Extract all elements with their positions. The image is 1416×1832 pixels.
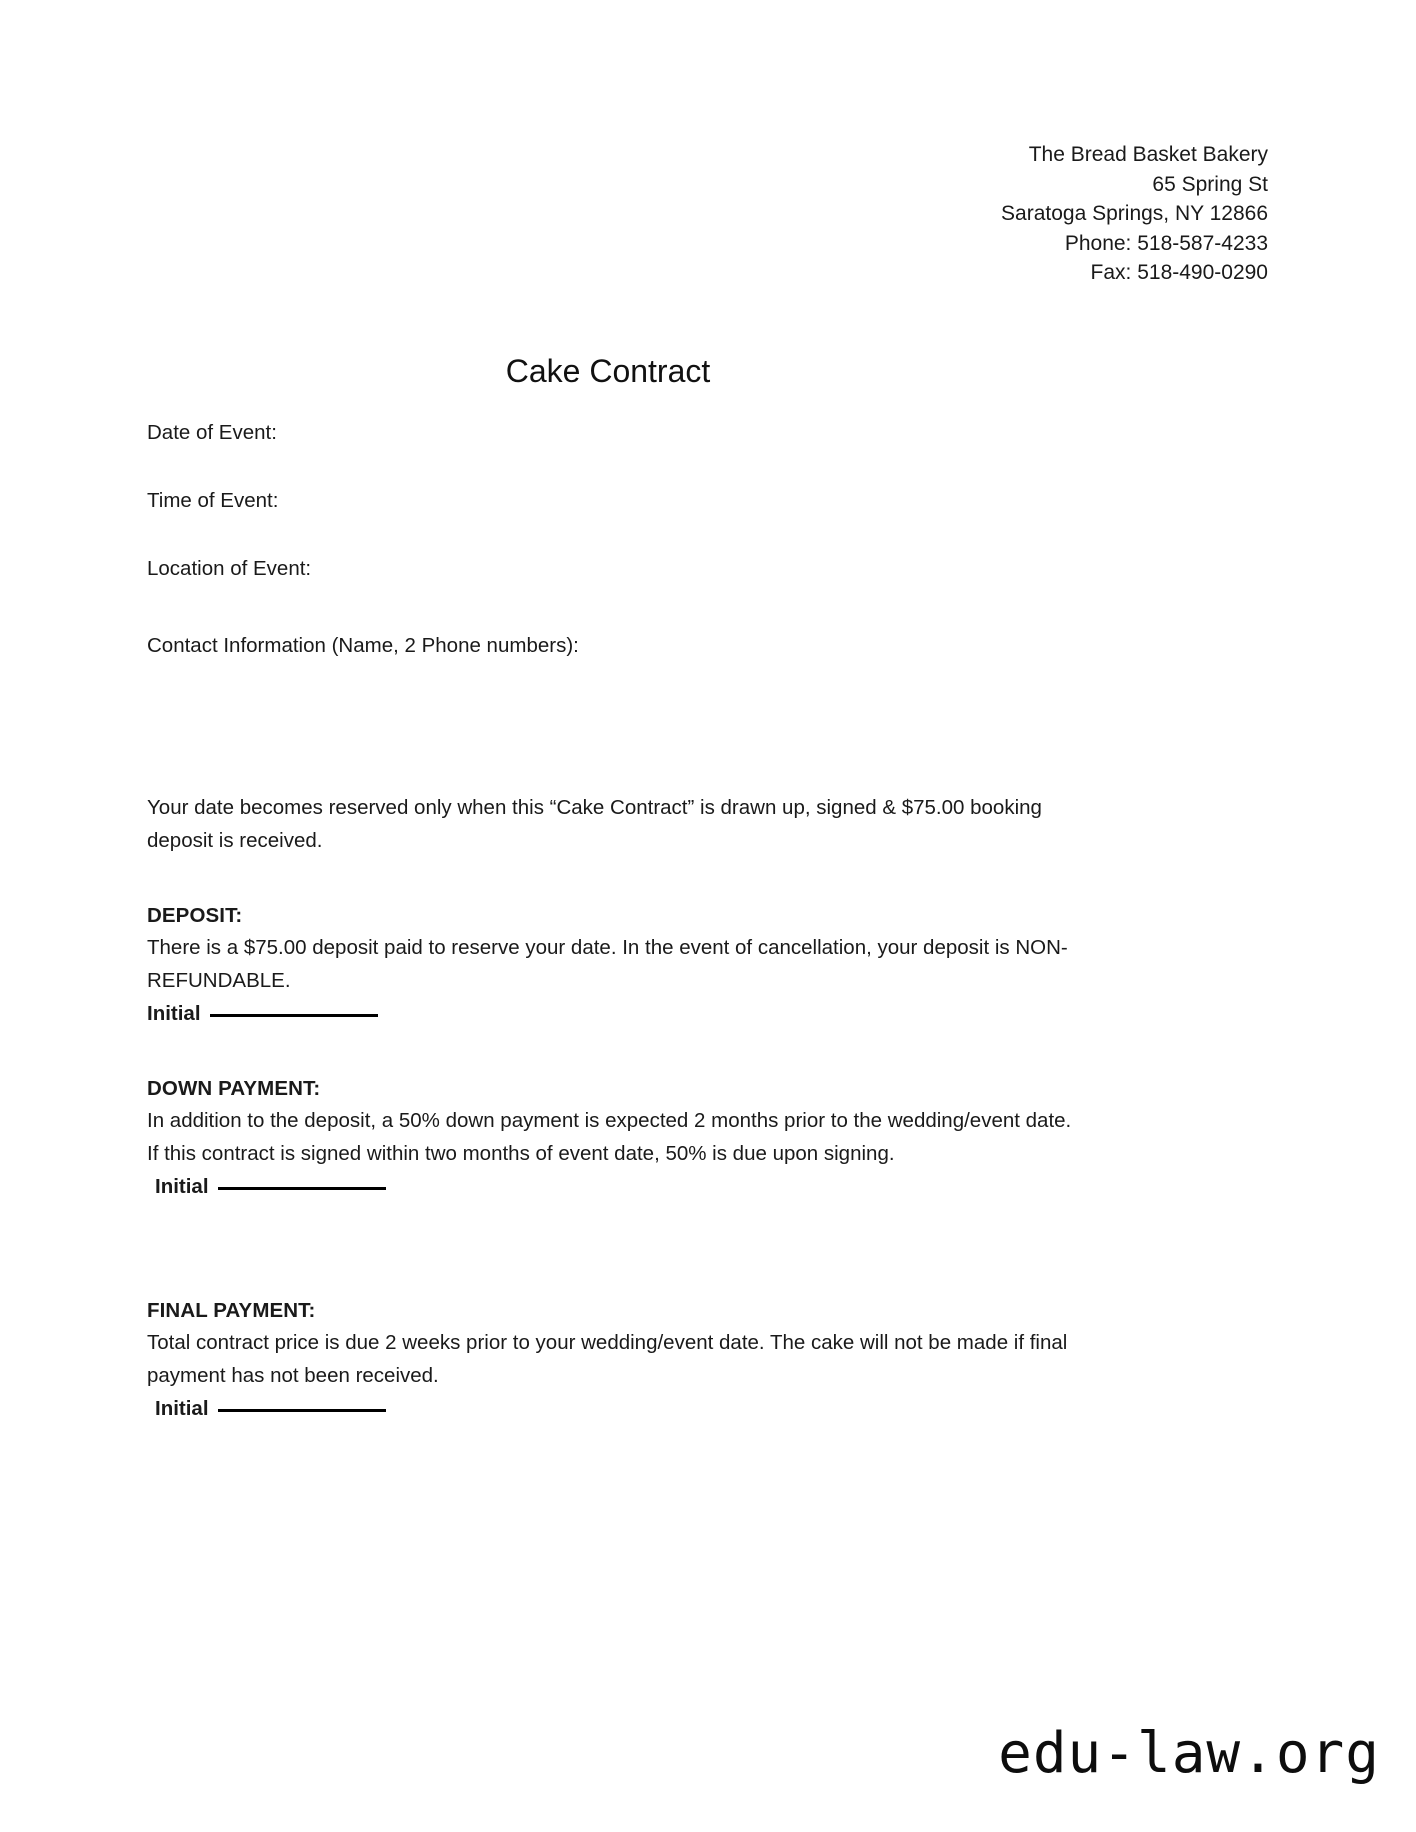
initial-line-final-payment — [147, 1392, 1072, 1425]
section-body-deposit: There is a $75.00 deposit paid to reserve your date. In the event of cancellation, your deposit is NON-REFUNDABLE. — [147, 936, 1068, 992]
spacer — [147, 699, 1072, 791]
initial-rule[interactable] — [218, 1409, 386, 1412]
initial-label: Initial — [155, 1175, 209, 1198]
letterhead — [1001, 140, 1268, 288]
document-body — [147, 418, 1072, 1425]
section-body-final-payment: Total contract price is due 2 weeks prior to your wedding/event date. The cake will not be made if final payment has not been received. — [147, 1331, 1068, 1387]
initial-label: Initial — [155, 1397, 209, 1420]
section-heading-down-payment: DOWN PAYMENT: — [147, 1077, 321, 1100]
business-street: 65 Spring St — [1152, 172, 1268, 196]
initial-rule[interactable] — [210, 1014, 378, 1017]
field-location-of-event: Location of Event: — [147, 557, 312, 580]
initial-line-down-payment — [147, 1170, 1072, 1203]
initial-line-deposit — [147, 997, 1072, 1030]
spacer — [147, 1203, 1072, 1295]
business-fax: Fax: 518-490-0290 — [1090, 261, 1268, 284]
initial-label: Initial — [147, 1002, 201, 1025]
initial-rule[interactable] — [218, 1187, 386, 1190]
business-name: The Bread Basket Bakery — [1028, 143, 1268, 166]
field-time-of-event: Time of Event: — [147, 489, 279, 512]
page-title: Cake Contract — [505, 353, 711, 389]
intro-paragraph: Your date becomes reserved only when this “Cake Contract” is drawn up, signed & $75.00 booking deposit is received. — [147, 796, 1042, 852]
section-body-down-payment: In addition to the deposit, a 50% down payment is expected 2 months prior to the wedding/event date. If this contract is signed within two months of event date, 50% is due upon signing. — [147, 1109, 1072, 1165]
spacer — [147, 857, 1072, 900]
section-heading-final-payment: FINAL PAYMENT: — [147, 1299, 316, 1322]
section-heading-deposit: DEPOSIT: — [147, 904, 243, 927]
business-phone: Phone: 518-587-4233 — [1064, 231, 1268, 255]
field-contact-information: Contact Information (Name, 2 Phone numbers): — [147, 634, 579, 657]
spacer — [147, 1030, 1072, 1073]
field-date-of-event: Date of Event: — [147, 421, 277, 444]
watermark: edu-law.org — [998, 1721, 1380, 1786]
business-city-state-zip: Saratoga Springs, NY 12866 — [1001, 202, 1268, 225]
